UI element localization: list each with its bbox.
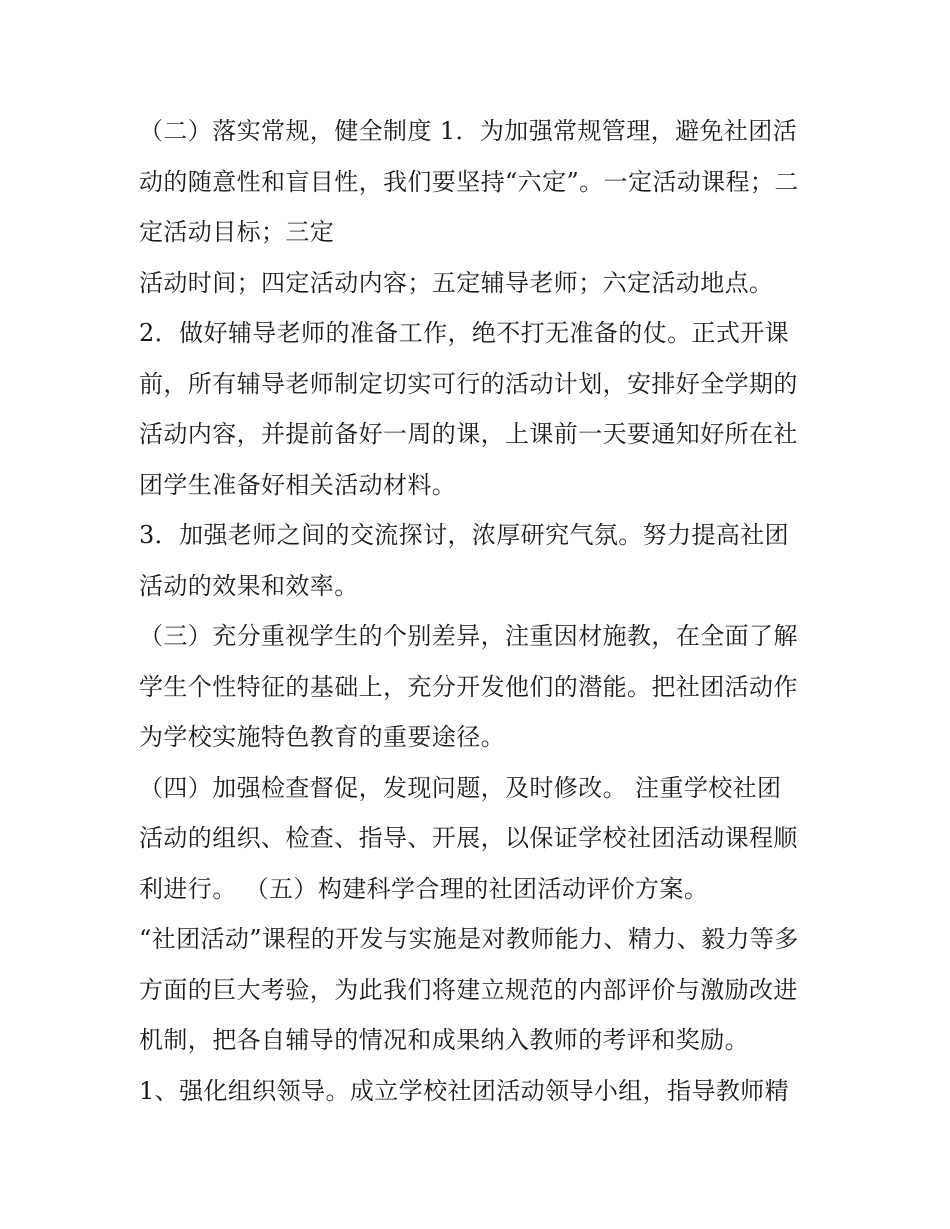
text-line-4: 活动时间；四定活动内容；五定辅导老师；六定活动地点。 bbox=[139, 268, 774, 297]
text-line-2: 动的随意性和盲目性，我们要坚持“六定”。一定活动课程；二 bbox=[139, 167, 799, 196]
text-line-11: （三）充分重视学生的个别差异，注重因材施教，在全面了解 bbox=[139, 622, 798, 650]
text-line-8: 团学生准备好相关活动材料。 bbox=[139, 470, 457, 499]
text-line-20: 1、强化组织领导。成立学校社团活动领导小组，指导教师精 bbox=[139, 1076, 790, 1105]
text-line-14: （四）加强检查督促，发现问题，及时修改。 注重学校社团 bbox=[139, 773, 782, 802]
text-line-6: 前，所有辅导老师制定切实可行的活动计划，安排好全学期的 bbox=[139, 369, 798, 398]
text-line-16: 利进行。 （五）构建科学合理的社团活动评价方案。 bbox=[139, 874, 709, 903]
text-line-12: 学生个性特征的基础上，充分开发他们的潜能。把社团活动作 bbox=[139, 672, 798, 701]
text-line-1: （二）落实常规，健全制度 1．为加强常规管理，避免社团活 bbox=[139, 117, 798, 145]
text-line-17: “社团活动”课程的开发与实施是对教师能力、精力、毅力等多 bbox=[139, 925, 799, 953]
document-body bbox=[139, 106, 829, 1116]
text-line-9: 3．加强老师之间的交流探讨，浓厚研究气氛。努力提高社团 bbox=[139, 521, 790, 549]
text-line-15: 活动的组织、检查、指导、开展，以保证学校社团活动课程顺 bbox=[139, 824, 798, 852]
text-line-3: 定活动目标；三定 bbox=[139, 218, 335, 246]
text-line-18: 方面的巨大考验，为此我们将建立规范的内部评价与激励改进 bbox=[139, 975, 798, 1004]
text-line-13: 为学校实施特色教育的重要途径。 bbox=[139, 723, 505, 751]
text-line-19: 机制，把各自辅导的情况和成果纳入教师的考评和奖励。 bbox=[139, 1026, 749, 1054]
text-line-7: 活动内容，并提前备好一周的课，上课前一天要通知好所在社 bbox=[139, 420, 798, 448]
text-line-5: 2．做好辅导老师的准备工作，绝不打无准备的仗。正式开课 bbox=[139, 319, 790, 347]
text-line-10: 活动的效果和效率。 bbox=[139, 571, 359, 600]
